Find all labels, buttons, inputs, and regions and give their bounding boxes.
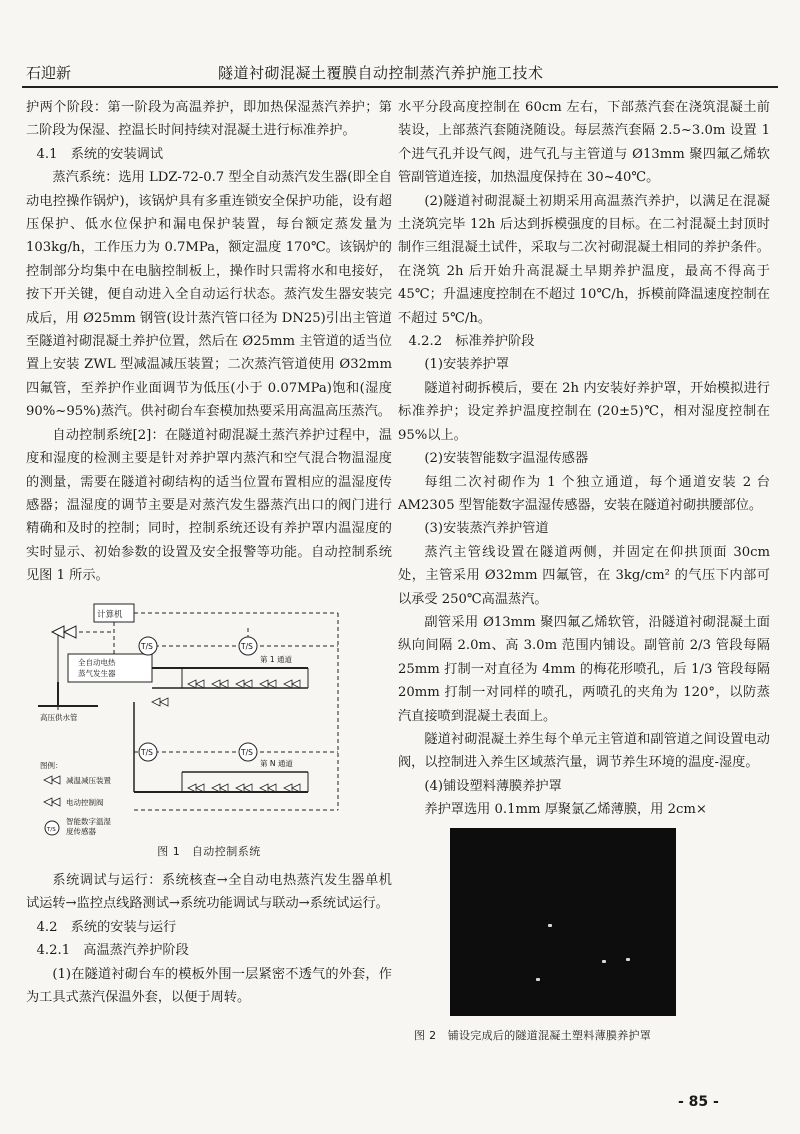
section-heading: 4.2 系统的安装与运行 xyxy=(36,919,177,935)
sensor-label: T/S xyxy=(241,641,253,651)
paragraph: 隧道衬砌混凝土养生每个单元主管道和副管道之间设置电动阀，以控制进入养生区域蒸汽量，调节养生环境的温度-湿度。 xyxy=(398,731,770,771)
legend-electric-label: 电动控制阀 xyxy=(66,797,104,807)
subsection-heading: 4.2.2 标准养护阶段 xyxy=(408,334,535,350)
step-heading: (1)安装养护罩 xyxy=(424,357,510,373)
legend-sensor-label: 智能数字温湿 xyxy=(66,816,111,826)
legend-sensor-symbol: T/S xyxy=(47,826,56,833)
paragraph: 副管采用 Ø13mm 聚四氟乙烯软管，沿隧道衬砌混凝土面纵向间隔 2.0m、高 3.0m 范围内铺设。副管前 2/3 管段每隔 25mm 打制一对直径为 4mm 的梅花形喷孔，后 1/3 管段每隔 20mm 打制一对同样的喷孔，两喷孔的夹角为 120°，以防蒸汽直接喷到混凝土表面上。 xyxy=(398,614,770,724)
light-spot xyxy=(548,924,552,927)
light-spot xyxy=(602,960,606,963)
subsection-heading: 4.2.1 高温蒸汽养护阶段 xyxy=(36,943,189,959)
paragraph: 自动控制系统[2]：在隧道衬砌混凝土蒸汽养护过程中，温度和湿度的检测主要是针对养护罩内蒸汽和空气混合物温湿度的测量，需要在隧道衬砌结构的适当位置布置相应的温湿度传感器；温湿度的调节主要是对蒸汽发生器蒸汽出口的阀门进行精确和及时的控制；同时，控制系统还设有养护罩内温湿度的实时显示、初始参数的设置及安全报警等功能。自动控制系统见图 1 所示。 xyxy=(26,427,392,584)
paragraph: 护两个阶段：第一阶段为高温养护，即加热保湿蒸汽养护；第二阶段为保湿、控温长时间持续对混凝土进行标准养护。 xyxy=(26,100,392,139)
light-spot xyxy=(626,958,630,961)
light-spot xyxy=(536,978,540,981)
paragraph: 水平分段高度控制在 60cm 左右，下部蒸汽套在浇筑混凝土前装设，上部蒸汽套随浇随设。每层蒸汽套隔 2.5~3.0m 设置 1 个进气孔并设气阀，进气孔与主管道与 Ø13mm 聚四氟乙烯软管副管道连接，加热温度保持在 30~40℃。 xyxy=(398,100,770,186)
step-heading: (4)铺设塑料薄膜养护罩 xyxy=(424,778,562,794)
paragraph: (2)隧道衬砌混凝土初期采用高温蒸汽养护，以满足在混凝土浇筑完毕 12h 后达到拆模强度的目标。在二衬混凝土封顶时制作三组混凝土试件，采取与二次衬砌混凝土相同的养护条件。在浇筑 2h 后开始升高混凝土早期养护温度，最高不得高于 45℃；升温速度控制在不超过 10℃/h，拆模前降温速度控制在不超过 5℃/h。 xyxy=(398,193,770,326)
paragraph: 隧道衬砌拆模后，要在 2h 内安装好养护罩，开始模拟进行标准养护；设定养护温度控制在 (20±5)℃，相对湿度控制在 95%以上。 xyxy=(398,380,770,443)
generator-label: 全自动电热 xyxy=(78,657,116,667)
step-heading: (3)安装蒸汽养护管道 xyxy=(424,521,549,537)
section-heading: 4.1 系统的安装调试 xyxy=(36,146,164,162)
paragraph: (1)在隧道衬砌台车的模板外围一层紧密不透气的外套，作为工具式蒸汽保温外套，以便于周转。 xyxy=(26,966,392,1005)
figure-1-caption: 图 1 自动控制系统 xyxy=(157,844,261,858)
left-column xyxy=(26,96,392,1009)
legend-title: 图例： xyxy=(40,760,63,770)
right-column xyxy=(398,96,770,1047)
generator-label: 蒸气发生器 xyxy=(78,668,116,678)
paragraph: 每组二次衬砌作为 1 个独立通道，每个通道安装 2 台 AM2305 型智能数字温湿传感器，安装在隧道衬砌拱腰部位。 xyxy=(398,474,770,513)
paragraph: 蒸汽系统：选用 LDZ-72-0.7 型全自动蒸汽发生器(即全自动电控操作锅炉)，该锅炉具有多重连锁安全保护功能，设有超压保护、低水位保护和漏电保护装置，每台额定蒸发量为 103kg/h，工作压力为 0.7MPa，额定温度 170℃。该锅炉的控制部分均集中在电脑控制板上，操作时只需将水和电接好，按下开关键，便自动进入全自动运行状态。蒸汽发生器安装完成后，用 Ø25mm 钢管(设计蒸汽管口径为 DN25)引出主管道至隧道衬砌混凝土养护位置，然后在 Ø25mm 主管道的适当位置上安装 ZWL 型减温减压装置；二次蒸汽管道使用 Ø32mm 四氟管，至养护作业面调节为低压(小于 0.07MPa)饱和(湿度 90%~95%)蒸汽。供衬砌台车套模加热要采用高温高压蒸汽。 xyxy=(26,170,392,420)
figure-2-photo xyxy=(450,828,676,1016)
sensor-label: T/S xyxy=(241,747,253,757)
figure-2-caption: 图 2 铺设完成后的隧道混凝土塑料薄膜养护罩 xyxy=(414,1028,652,1042)
computer-label: 计算机 xyxy=(97,609,123,620)
running-header xyxy=(22,62,778,88)
legend-sensor-label: 度传感器 xyxy=(66,826,96,836)
channel-1-label: 第 1 通道 xyxy=(260,654,293,664)
paragraph: 养护罩选用 0.1mm 厚聚氯乙烯薄膜，用 2cm× xyxy=(424,802,707,818)
step-heading: (2)安装智能数字温湿传感器 xyxy=(424,451,589,467)
legend-valve-label: 减温减压装置 xyxy=(66,775,111,785)
paragraph: 蒸汽主管线设置在隧道两侧，并固定在仰拱顶面 30cm 处，主管采用 Ø32mm 四氟管，在 3kg/cm² 的气压下内部可以承受 250℃高温蒸汽。 xyxy=(398,544,770,607)
supply-pipe-label: 高压供水管 xyxy=(40,712,78,722)
page-number: - 85 - xyxy=(678,1094,719,1110)
channel-n-label: 第 N 通道 xyxy=(260,758,293,768)
control-system-diagram xyxy=(38,602,358,836)
header-author: 石迎新 xyxy=(26,64,72,82)
header-title: 隧道衬砌混凝土覆膜自动控制蒸汽养护施工技术 xyxy=(218,64,544,82)
paragraph: 系统调试与运行：系统核查→全自动电热蒸汽发生器单机试运转→监控点线路测试→系统功能调试与联动→系统试运行。 xyxy=(26,872,392,912)
sensor-label: T/S xyxy=(141,641,153,651)
sensor-label: T/S xyxy=(141,747,153,757)
figure-1-diagram xyxy=(38,602,358,836)
